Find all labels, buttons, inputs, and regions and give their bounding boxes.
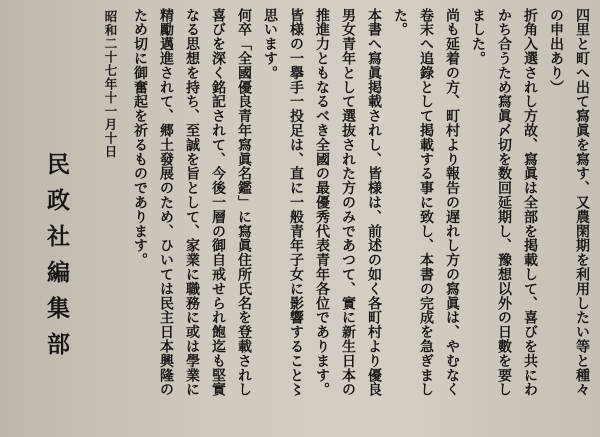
text-column-3: 折角入選されし方故、寫眞は全部を掲載して、喜びを共にわ — [522, 8, 538, 397]
text-column-9: 本書へ寫眞掲載されし、皆様は、前述の如く各町村より優良 — [366, 8, 382, 397]
text-column-18: ため切に御奮起を祈るものであります。 — [132, 8, 148, 268]
text-column-14: 何卒「全國優良青年寫眞名鑑」に寫眞住所氏名を登載されし — [236, 8, 252, 397]
publication-date: 昭和二十七年十一月十日 — [103, 10, 118, 159]
text-column-16: なる思想を持ち、至誠を旨として、家業に職務に或は學業に — [184, 8, 200, 397]
text-column-12: 皆様の一擧手一投足は、直に一般青年子女に影響すること〻 — [288, 8, 304, 397]
text-column-15: 喜びを深く銘記されて、今後一層の御自戒せられ飽迄も堅實 — [210, 8, 226, 397]
text-column-13: 思います。 — [262, 8, 278, 80]
text-column-6: 尚も延着の方、町村より報告の遅れし方の寫眞は、やむなく — [444, 8, 460, 397]
editorial-signature: 民政社編集部 — [43, 152, 70, 368]
text-column-8: た。 — [392, 8, 408, 37]
text-column-10: 男女青年として選抜された方のみであつて、實に新生日本の — [340, 8, 356, 397]
text-column-1: 四里と町へ出て寫眞を寫す、又農閑期を利用したい等と種々 — [574, 8, 590, 397]
text-column-7: 卷末へ追錄として掲載する事に致し、本書の完成を急ぎまし — [418, 8, 434, 397]
text-column-4: かち合うため寫眞〆切を数回延期し、豫想以外の日數を要し — [496, 8, 512, 397]
text-column-5: ました。 — [470, 8, 486, 66]
text-column-17: 精勵邁進されて、郷土發展のため、ひいては民主日本興隆の — [158, 8, 174, 397]
text-column-2: の申出あり） — [548, 8, 564, 95]
text-column-11: 推進力ともなるべき全國の最優秀代表青年各位であります。 — [314, 8, 330, 397]
